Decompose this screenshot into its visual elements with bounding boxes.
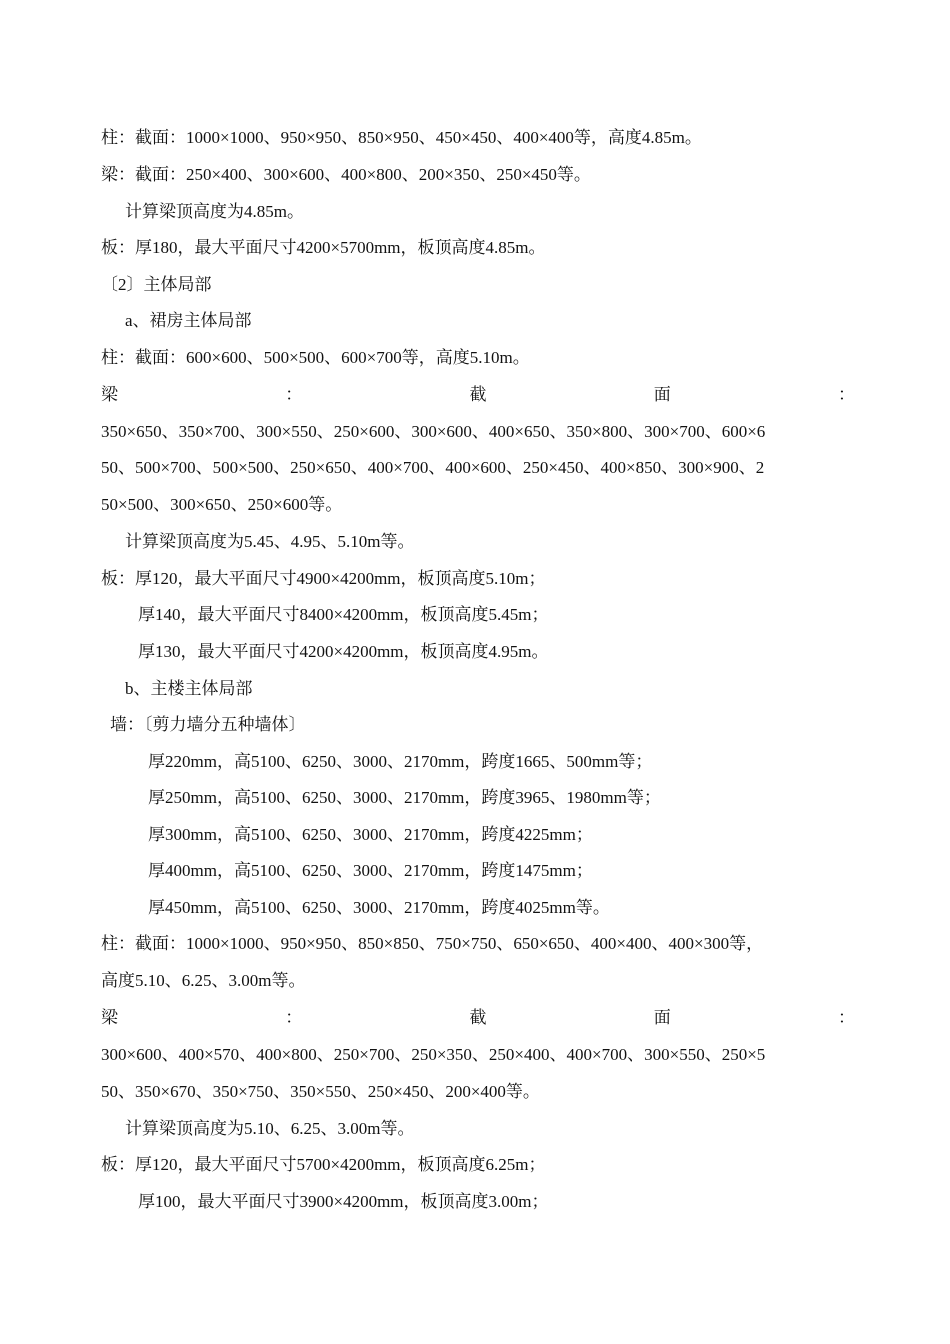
spread-word: 面 xyxy=(653,385,671,404)
text-line: 计算梁顶高度为5.45、4.95、5.10m等。 xyxy=(125,532,415,551)
text-line: 高度5.10、6.25、3.00m等。 xyxy=(101,971,306,990)
spread-word: ： xyxy=(838,385,855,404)
text-line: 厚220mm，高5100、6250、3000、2170mm，跨度1665、500mm等； xyxy=(148,752,653,771)
justified-line xyxy=(101,376,855,413)
text-line: 厚250mm，高5100、6250、3000、2170mm，跨度3965、1980mm等； xyxy=(148,788,661,807)
text-line: 50×500、300×650、250×600等。 xyxy=(101,495,343,514)
text-line: 柱：截面：1000×1000、950×950、850×950、450×450、400×400等，高度4.85m。 xyxy=(101,128,702,147)
spread-word: ： xyxy=(285,1008,303,1027)
text-line: 墙：〔剪力墙分五种墙体〕 xyxy=(110,715,306,734)
spread-word: 面 xyxy=(653,1008,671,1027)
section-heading: 〔2〕主体局部 xyxy=(101,275,212,294)
text-line: 板：厚120，最大平面尺寸5700×4200mm，板顶高度6.25m； xyxy=(101,1155,546,1174)
text-line: 50、350×670、350×750、350×550、250×450、200×400等。 xyxy=(101,1082,540,1101)
text-line: 厚300mm，高5100、6250、3000、2170mm，跨度4225mm； xyxy=(148,825,593,844)
text-line: 厚450mm，高5100、6250、3000、2170mm，跨度4025mm等。 xyxy=(148,898,610,917)
text-line: 板：厚120，最大平面尺寸4900×4200mm，板顶高度5.10m； xyxy=(101,569,546,588)
text-line: 厚140，最大平面尺寸8400×4200mm，板顶高度5.45m； xyxy=(138,605,549,624)
spread-word: 梁 xyxy=(101,1008,118,1027)
spread-word: 截 xyxy=(469,1008,487,1027)
spread-word: 截 xyxy=(469,385,487,404)
spread-word: 梁 xyxy=(101,385,118,404)
text-line: 计算梁顶高度为4.85m。 xyxy=(125,202,304,221)
text-line: 厚400mm，高5100、6250、3000、2170mm，跨度1475mm； xyxy=(148,861,593,880)
text-line: 柱：截面：600×600、500×500、600×700等，高度5.10m。 xyxy=(101,348,530,367)
text-line: 300×600、400×570、400×800、250×700、250×350、250×400、400×700、300×550、250×5 xyxy=(101,1045,766,1064)
text-line: 板：厚180，最大平面尺寸4200×5700mm，板顶高度4.85m。 xyxy=(101,238,546,257)
text-line: 厚130，最大平面尺寸4200×4200mm，板顶高度4.95m。 xyxy=(138,642,549,661)
text-line: 计算梁顶高度为5.10、6.25、3.00m等。 xyxy=(125,1119,415,1138)
spread-word: ： xyxy=(838,1008,855,1027)
text-line: 梁：截面：250×400、300×600、400×800、200×350、250×450等。 xyxy=(101,165,591,184)
subsection-heading: a、裙房主体局部 xyxy=(125,311,252,330)
spread-word: ： xyxy=(285,385,303,404)
justified-line xyxy=(101,999,855,1036)
text-line: 厚100，最大平面尺寸3900×4200mm，板顶高度3.00m； xyxy=(138,1192,549,1211)
subsection-heading: b、主楼主体局部 xyxy=(125,679,253,698)
text-line: 50、500×700、500×500、250×650、400×700、400×600、250×450、400×850、300×900、2 xyxy=(101,458,765,477)
text-line: 柱：截面：1000×1000、950×950、850×850、750×750、650×650、400×400、400×300等， xyxy=(101,934,764,953)
text-line: 350×650、350×700、300×550、250×600、300×600、400×650、350×800、300×700、600×6 xyxy=(101,422,766,441)
